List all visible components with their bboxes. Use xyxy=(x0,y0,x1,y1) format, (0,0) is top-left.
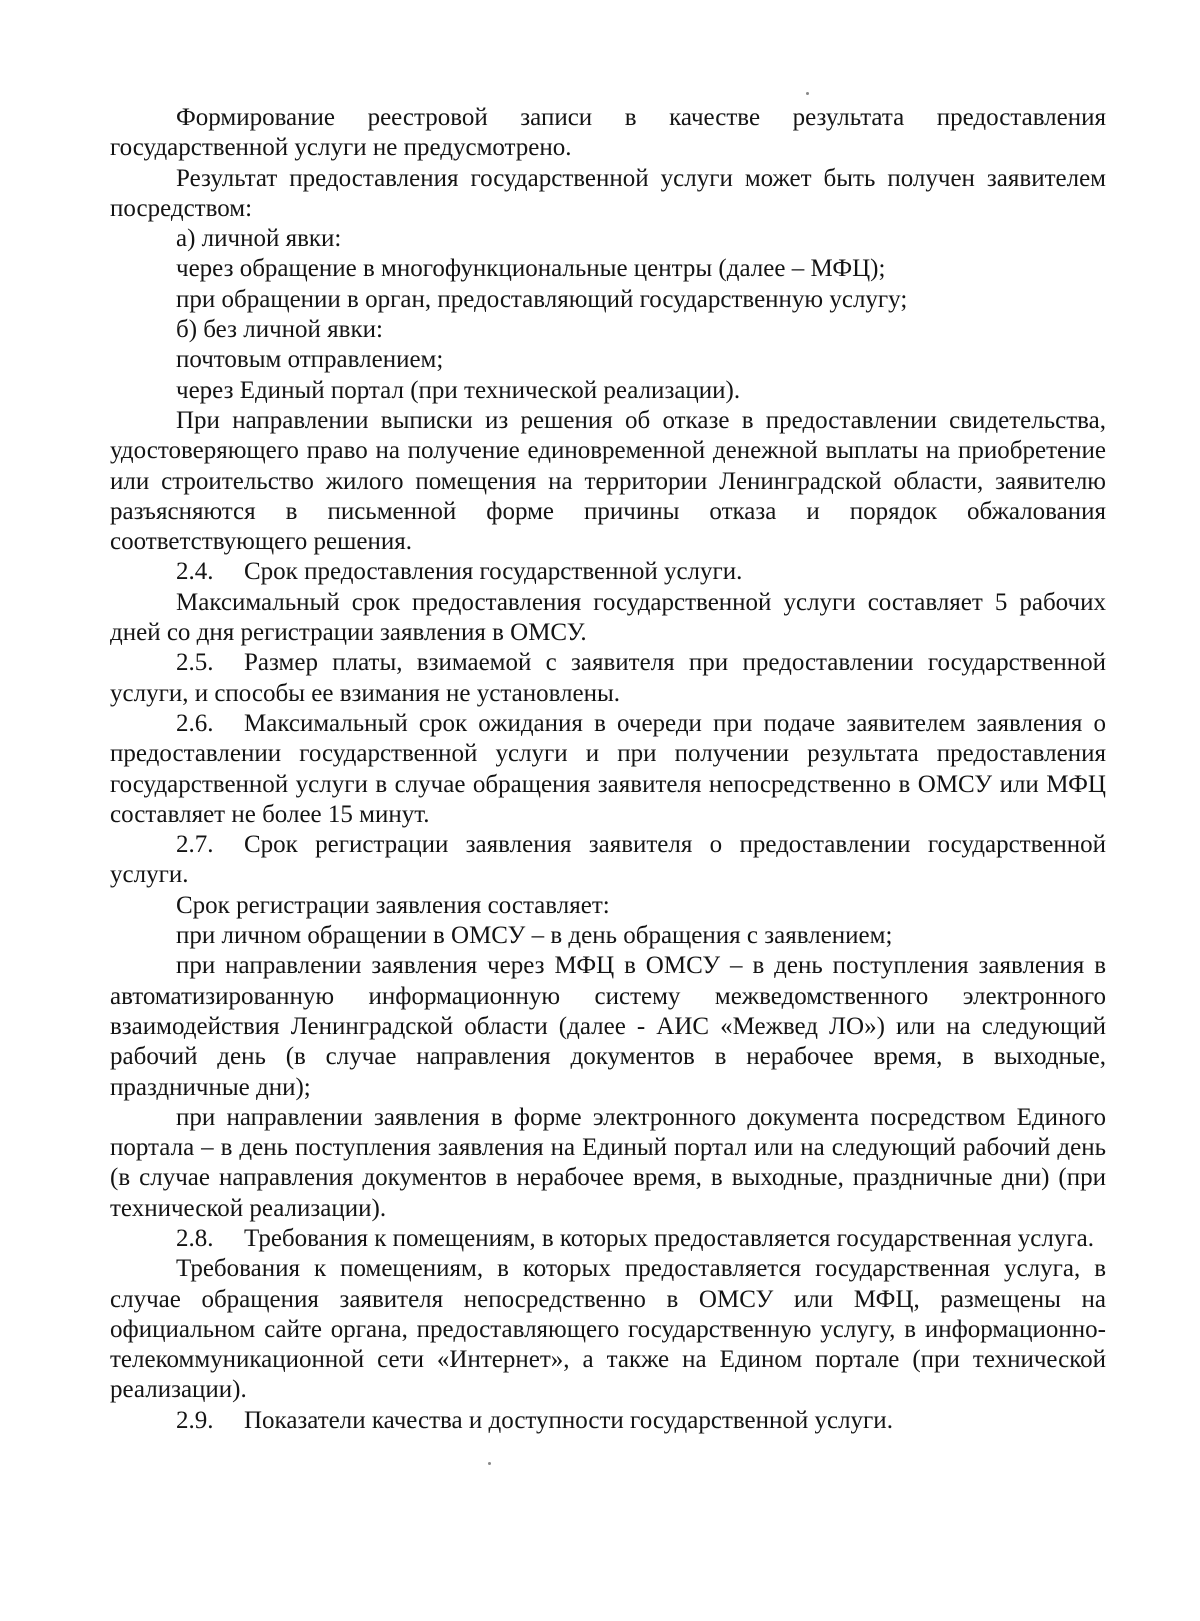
section-2-5 xyxy=(110,648,1106,709)
section-2-9 xyxy=(110,1406,1106,1436)
paragraph-premises-requirements: Требования к помещениям, в которых предоставляется государственная услуга, в случае обращения заявителя непосредственно в ОМСУ или МФЦ, размещены на официальном сайте органа, предоставляющего государственную услугу, в информационно-телекоммуникационной сети «Интернет», а также на Едином портале (при технической реализации). xyxy=(110,1255,1106,1404)
paragraph-via-portal: через Единый портал (при технической реализации). xyxy=(176,376,741,404)
scan-speck xyxy=(488,1462,491,1465)
paragraph-via-mfc-to-omsu: при направлении заявления через МФЦ в ОМСУ – в день поступления заявления в автоматизированную информационную систему межведомственного электронного взаимодействия Ленинградской области (далее - АИС «Межвед ЛО») или на следующий рабочий день (в случае направления документов в нерабочее время, в выходные, праздничные дни); xyxy=(110,952,1106,1101)
paragraph-registry-record: Формирование реестровой записи в качестве результата предоставления государственной услуги не предусмотрено. xyxy=(110,104,1106,162)
section-2-6 xyxy=(110,709,1106,830)
paragraph-personal-visit: а) личной явки: xyxy=(176,225,342,253)
section-heading: Показатели качества и доступности государственной услуги. xyxy=(244,1406,893,1434)
paragraph-electronic-document: при направлении заявления в форме электронного документа посредством Единого портала – в день поступления заявления на Единый портал или на следующий рабочий день (в случае направления документов в нерабочее время, в выходные, праздничные дни) (при технической реализации). xyxy=(110,1103,1106,1222)
paragraph-via-mfc: через обращение в многофункциональные центры (далее – МФЦ); xyxy=(176,255,886,283)
section-2-4 xyxy=(110,557,1106,587)
paragraph-via-authority: при обращении в орган, предоставляющий государственную услугу; xyxy=(176,285,908,313)
section-number: 2.5. xyxy=(176,649,214,677)
section-number: 2.8. xyxy=(176,1224,214,1252)
document-page xyxy=(110,103,1106,1436)
section-number: 2.9. xyxy=(176,1406,214,1434)
section-number: 2.4. xyxy=(176,558,214,586)
paragraph-result-methods: Результат предоставления государственной услуги может быть получен заявителем посредством: xyxy=(110,164,1106,222)
paragraph-no-visit: б) без личной явки: xyxy=(176,316,383,344)
section-heading: Требования к помещениям, в которых предоставляется государственная услуга. xyxy=(244,1224,1094,1252)
section-2-7 xyxy=(110,830,1106,891)
paragraph-refusal-explanation: При направлении выписки из решения об отказе в предоставлении свидетельства, удостоверяющего право на получение единовременной денежной выплаты на приобретение или строительство жилого помещения на территории Ленинградской области, заявителю разъясняются в письменной форме причины отказа и порядок обжалования соответствующего решения. xyxy=(110,406,1106,556)
section-heading: Размер платы, взимаемой с заявителя при предоставлении государственной услуги, и способы ее взимания не установлены. xyxy=(110,649,1106,707)
section-heading: Срок предоставления государственной услуги. xyxy=(244,558,743,586)
section-number: 2.6. xyxy=(176,709,214,737)
paragraph-by-mail: почтовым отправлением; xyxy=(176,346,444,374)
section-heading: Максимальный срок ожидания в очереди при подаче заявителем заявления о предоставлении государственной услуги и при получении результата предоставления государственной услуги в случае обращения заявителя непосредственно в ОМСУ или МФЦ составляет не более 15 минут. xyxy=(110,709,1106,828)
section-number: 2.7. xyxy=(176,831,214,859)
section-2-8 xyxy=(110,1224,1106,1254)
scan-speck xyxy=(806,92,809,95)
paragraph-registration-term: Срок регистрации заявления составляет: xyxy=(176,891,610,919)
section-heading: Срок регистрации заявления заявителя о предоставлении государственной услуги. xyxy=(110,831,1106,889)
paragraph-max-term: Максимальный срок предоставления государственной услуги составляет 5 рабочих дней со дня регистрации заявления в ОМСУ. xyxy=(110,588,1106,647)
paragraph-personal-appeal: при личном обращении в ОМСУ – в день обращения с заявлением; xyxy=(176,922,893,950)
